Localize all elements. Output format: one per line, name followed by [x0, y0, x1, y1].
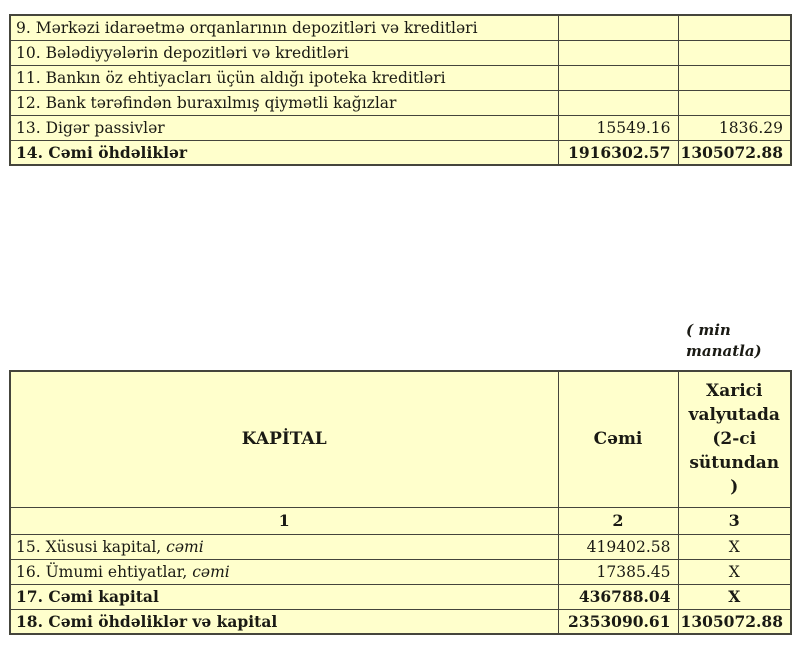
grand-total-row-18: [10, 609, 791, 634]
total-cell: [558, 40, 678, 65]
capital-header-fx: [678, 371, 791, 507]
fx-cell: [678, 90, 791, 115]
liabilities-row-12: [10, 90, 791, 115]
fx-header-line: sütundan: [689, 453, 780, 474]
fx-cell: 1305072.88: [678, 609, 791, 634]
fx-cell: X: [678, 584, 791, 609]
liabilities-row-11: [10, 65, 791, 90]
liabilities-row-13: [10, 115, 791, 140]
fx-cell: 1836.29: [678, 115, 791, 140]
total-cell: 2353090.61: [558, 609, 678, 634]
row-label: 11. Bankın öz ehtiyacları üçün aldığı ipoteka kreditləri: [10, 65, 558, 90]
fx-cell: X: [678, 559, 791, 584]
row-label: 14. Cəmi öhdəliklər: [10, 140, 558, 165]
capital-header-row: [10, 371, 791, 507]
units-note-line: ( min: [686, 321, 731, 339]
row-label: 17. Cəmi kapital: [10, 584, 558, 609]
fx-cell: [678, 40, 791, 65]
total-cell: 1916302.57: [558, 140, 678, 165]
column-numbers-row: [10, 507, 791, 534]
row-label: 16. Ümumi ehtiyatlar, cəmi: [10, 559, 558, 584]
units-note-line: manatla): [686, 342, 762, 360]
row-label: 9. Mərkəzi idarəetmə orqanlarının depozitləri və kreditləri: [10, 15, 558, 40]
liabilities-row-9: [10, 15, 791, 40]
fx-cell: [678, 15, 791, 40]
capital-header-total: Cəmi: [558, 371, 678, 507]
column-number: 3: [678, 507, 791, 534]
row-label: 12. Bank tərəfindən buraxılmış qiymətli kağızlar: [10, 90, 558, 115]
capital-table: [9, 370, 792, 635]
row-label: 10. Bələdiyyələrin depozitləri və kreditləri: [10, 40, 558, 65]
fx-cell: X: [678, 534, 791, 559]
fx-cell: 1305072.88: [678, 140, 791, 165]
fx-header-line: (2-ci: [712, 429, 757, 450]
total-cell: 17385.45: [558, 559, 678, 584]
total-cell: 436788.04: [558, 584, 678, 609]
capital-header-title: KAPİTAL: [10, 371, 558, 507]
total-cell: 419402.58: [558, 534, 678, 559]
fx-header-line: valyutada: [688, 405, 780, 426]
row-label: 15. Xüsusi kapital, cəmi: [10, 534, 558, 559]
total-cell: [558, 90, 678, 115]
column-number: 2: [558, 507, 678, 534]
capital-row-16: [10, 559, 791, 584]
units-note: [686, 320, 796, 362]
total-cell: [558, 65, 678, 90]
row-label-italic-part: cəmi: [166, 537, 204, 556]
capital-row-17-total: [10, 584, 791, 609]
fx-cell: [678, 65, 791, 90]
total-cell: 15549.16: [558, 115, 678, 140]
fx-header-line: Xarici: [706, 381, 763, 402]
row-label-italic-part: cəmi: [192, 562, 230, 581]
fx-header-line: ): [730, 477, 739, 498]
column-number: 1: [10, 507, 558, 534]
liabilities-row-10: [10, 40, 791, 65]
liabilities-row-14-total: [10, 140, 791, 165]
capital-row-15: [10, 534, 791, 559]
row-label: 18. Cəmi öhdəliklər və kapital: [10, 609, 558, 634]
row-label: 13. Digər passivlər: [10, 115, 558, 140]
total-cell: [558, 15, 678, 40]
liabilities-table: [9, 14, 792, 166]
